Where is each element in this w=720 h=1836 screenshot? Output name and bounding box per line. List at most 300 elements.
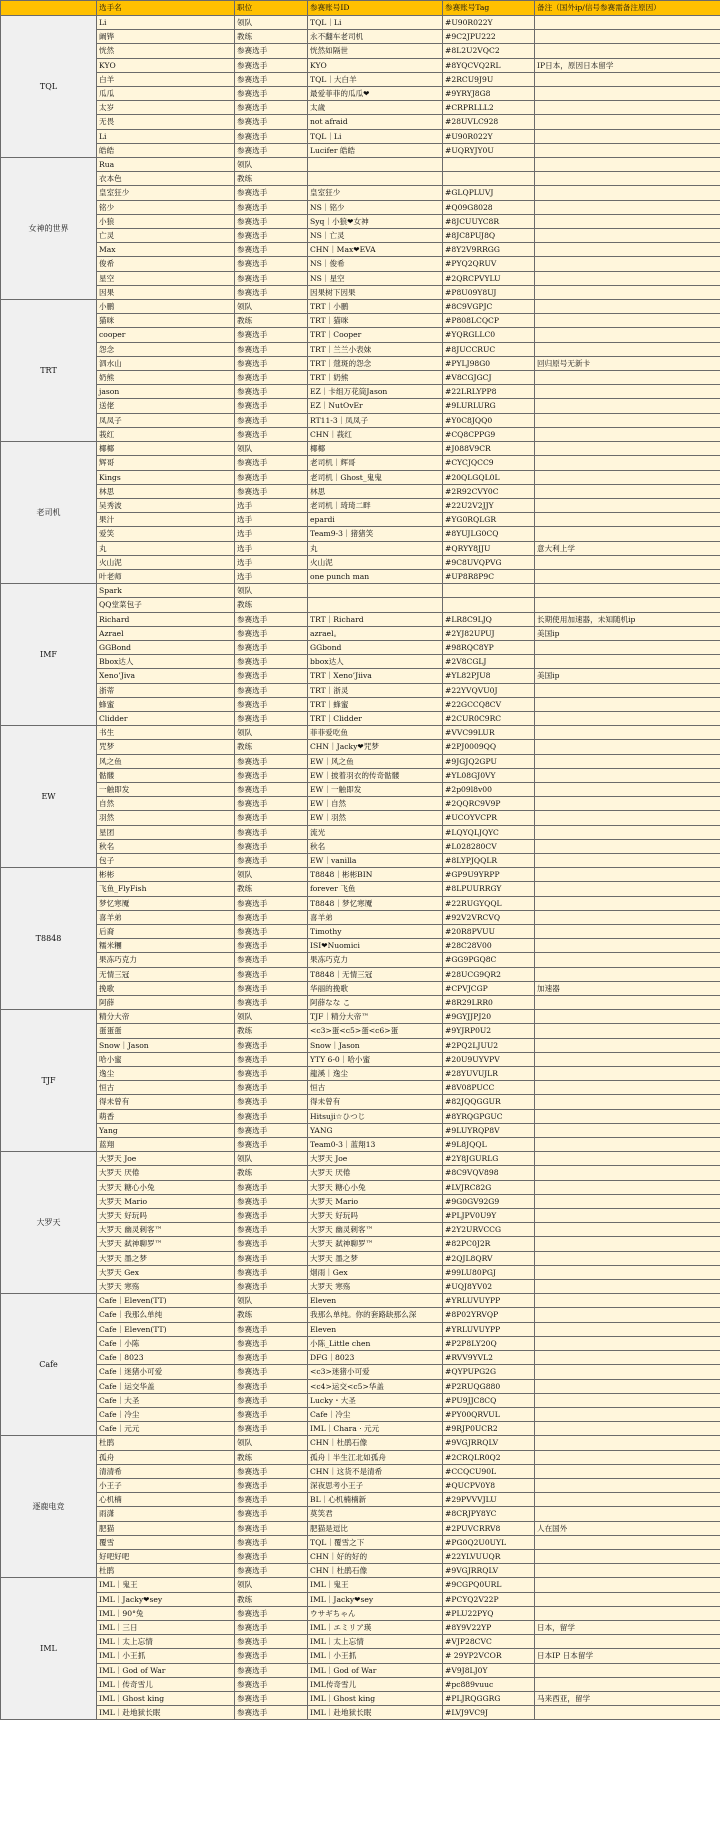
account-tag-cell: #CRPRLLL2	[443, 101, 535, 115]
account-tag-cell: #PCYQ2V22P	[443, 1592, 535, 1606]
account-id-cell: TRT｜奶熊	[308, 371, 443, 385]
account-id-cell: Syq｜小狼❤女神	[308, 214, 443, 228]
table-row	[1, 868, 720, 882]
note-cell	[535, 1166, 720, 1180]
role-cell: 参赛选手	[235, 925, 308, 939]
role-cell: 领队	[235, 726, 308, 740]
table-row	[1, 1549, 720, 1563]
player-name-cell: 铭少	[97, 200, 235, 214]
account-tag-cell: #20R8PVUU	[443, 925, 535, 939]
account-tag-cell: #YG0RQLGR	[443, 513, 535, 527]
table-row	[1, 655, 720, 669]
account-id-cell: NS｜俊希	[308, 257, 443, 271]
account-id-cell: IML｜鬼王	[308, 1578, 443, 1592]
role-cell: 参赛选手	[235, 1649, 308, 1663]
note-cell	[535, 243, 720, 257]
account-id-cell: Snow｜Jason	[308, 1038, 443, 1052]
account-id-cell: Timothy	[308, 925, 443, 939]
account-tag-cell: #82JQQGGUR	[443, 1095, 535, 1109]
role-cell: 参赛选手	[235, 953, 308, 967]
account-tag-cell: #QYPUPG2G	[443, 1365, 535, 1379]
account-tag-cell: #22GCCQ8CV	[443, 697, 535, 711]
table-row	[1, 456, 720, 470]
role-cell: 参赛选手	[235, 853, 308, 867]
role-cell: 参赛选手	[235, 1478, 308, 1492]
team-name-cell: 大罗天	[1, 1152, 97, 1294]
player-name-cell: 精分大帝	[97, 1010, 235, 1024]
account-tag-cell: #YRLUVUYPP	[443, 1322, 535, 1336]
player-name-cell: 吴秀波	[97, 498, 235, 512]
team-name-cell: IMF	[1, 584, 97, 726]
role-cell: 参赛选手	[235, 229, 308, 243]
account-id-cell: forever 飞鱼	[308, 882, 443, 896]
player-name-cell: 肥猫	[97, 1521, 235, 1535]
table-row	[1, 555, 720, 569]
player-name-cell: 因果	[97, 285, 235, 299]
account-tag-cell: #UQJ8YV02	[443, 1280, 535, 1294]
table-row	[1, 1010, 720, 1024]
account-tag-cell: #LVJRC82G	[443, 1180, 535, 1194]
role-cell: 参赛选手	[235, 328, 308, 342]
account-id-cell: YTY 6-0｜哈小蜜	[308, 1052, 443, 1066]
account-tag-cell: #8LPUURRGY	[443, 882, 535, 896]
account-id-cell: 阿薛なな こ	[308, 996, 443, 1010]
account-tag-cell: #U90R022Y	[443, 16, 535, 30]
table-row	[1, 740, 720, 754]
role-cell: 选手	[235, 569, 308, 583]
account-id-cell: TQL｜大白羊	[308, 72, 443, 86]
account-tag-cell: #LQYQLJQYC	[443, 825, 535, 839]
note-cell	[535, 470, 720, 484]
note-cell	[535, 371, 720, 385]
account-tag-cell: #8JUCCRUC	[443, 342, 535, 356]
role-cell: 参赛选手	[235, 87, 308, 101]
note-cell	[535, 1493, 720, 1507]
role-cell: 参赛选手	[235, 612, 308, 626]
player-name-cell: GGBond	[97, 640, 235, 654]
note-cell	[535, 1194, 720, 1208]
note-cell	[535, 1663, 720, 1677]
player-name-cell: 大罗天 糖心小兔	[97, 1180, 235, 1194]
table-row	[1, 1322, 720, 1336]
role-cell: 参赛选手	[235, 896, 308, 910]
account-id-cell: RT11-3｜凤凤子	[308, 413, 443, 427]
account-id-cell: Eleven	[308, 1322, 443, 1336]
player-name-cell: 皓皓	[97, 143, 235, 157]
role-cell: 参赛选手	[235, 797, 308, 811]
account-tag-cell: #2Y2URVCCG	[443, 1223, 535, 1237]
player-name-cell: IML｜90°兔	[97, 1606, 235, 1620]
table-row	[1, 1052, 720, 1066]
table-row	[1, 1308, 720, 1322]
note-cell	[535, 555, 720, 569]
role-cell: 参赛选手	[235, 626, 308, 640]
account-tag-cell: #22YVQVU0J	[443, 683, 535, 697]
role-cell: 参赛选手	[235, 186, 308, 200]
player-name-cell: 丸	[97, 541, 235, 555]
account-id-cell: ISI❤Nuomici	[308, 939, 443, 953]
table-row	[1, 896, 720, 910]
note-cell: 日本，留学	[535, 1620, 720, 1634]
role-cell: 参赛选手	[235, 1606, 308, 1620]
account-id-cell: TQL｜Li	[308, 16, 443, 30]
role-cell: 领队	[235, 868, 308, 882]
table-row	[1, 697, 720, 711]
account-tag-cell: #PLJRQGGRG	[443, 1691, 535, 1705]
note-cell	[535, 527, 720, 541]
account-tag-cell: #8R29LRR0	[443, 996, 535, 1010]
note-cell	[535, 186, 720, 200]
player-name-cell: Azrael	[97, 626, 235, 640]
role-cell: 参赛选手	[235, 1706, 308, 1720]
account-id-cell: KYO	[308, 58, 443, 72]
account-tag-cell: #2QJL8QRV	[443, 1251, 535, 1265]
note-cell	[535, 598, 720, 612]
account-id-cell: TRT｜蜂蜜	[308, 697, 443, 711]
role-cell: 参赛选手	[235, 1521, 308, 1535]
role-cell: 参赛选手	[235, 683, 308, 697]
account-tag-cell: #RVV9YVL2	[443, 1351, 535, 1365]
table-row	[1, 172, 720, 186]
player-name-cell: 大罗天 寒殇	[97, 1280, 235, 1294]
player-name-cell: 衣本色	[97, 172, 235, 186]
table-row	[1, 1365, 720, 1379]
player-name-cell: Cafe｜Eleven(TT)	[97, 1322, 235, 1336]
table-row	[1, 612, 720, 626]
role-cell: 参赛选手	[235, 1677, 308, 1691]
note-cell	[535, 925, 720, 939]
role-cell: 参赛选手	[235, 782, 308, 796]
player-name-cell: 大罗天 厌倦	[97, 1166, 235, 1180]
player-name-cell: Cafe｜我那么单纯	[97, 1308, 235, 1322]
role-cell: 领队	[235, 1578, 308, 1592]
role-cell: 参赛选手	[235, 655, 308, 669]
table-row	[1, 1478, 720, 1492]
role-cell: 参赛选手	[235, 342, 308, 356]
account-id-cell: Lucky・大圣	[308, 1393, 443, 1407]
role-cell: 参赛选手	[235, 1493, 308, 1507]
header-account-tag: 参赛账号Tag	[443, 1, 535, 16]
note-cell	[535, 1549, 720, 1563]
table-row	[1, 328, 720, 342]
player-name-cell: 逸尘	[97, 1067, 235, 1081]
role-cell: 参赛选手	[235, 1180, 308, 1194]
table-row	[1, 44, 720, 58]
account-tag-cell: #YRLUVUYPP	[443, 1294, 535, 1308]
player-name-cell: 雨潇	[97, 1507, 235, 1521]
player-name-cell: 爱笑	[97, 527, 235, 541]
account-tag-cell: #9RJP0UCR2	[443, 1422, 535, 1436]
table-row	[1, 1507, 720, 1521]
table-row	[1, 797, 720, 811]
account-id-cell: NS｜亡灵	[308, 229, 443, 243]
table-row	[1, 1635, 720, 1649]
account-tag-cell: #PYQ2QRUV	[443, 257, 535, 271]
account-id-cell: 菲菲爱吃鱼	[308, 726, 443, 740]
account-id-cell: 老司机｜辉哥	[308, 456, 443, 470]
player-name-cell: 大罗天 好玩吗	[97, 1209, 235, 1223]
note-cell	[535, 754, 720, 768]
player-name-cell: 小狼	[97, 214, 235, 228]
table-row	[1, 541, 720, 555]
account-id-cell: 大罗天 厌倦	[308, 1166, 443, 1180]
note-cell	[535, 569, 720, 583]
account-tag-cell: #92V2VRCVQ	[443, 910, 535, 924]
account-id-cell: 火山泥	[308, 555, 443, 569]
account-tag-cell: #22YLVUUQR	[443, 1549, 535, 1563]
account-tag-cell: #2Y8JGURLG	[443, 1152, 535, 1166]
player-name-cell: Spark	[97, 584, 235, 598]
account-tag-cell: #8JCUUYC8R	[443, 214, 535, 228]
account-id-cell: BL｜心机楠楠新	[308, 1493, 443, 1507]
account-id-cell: Cafe｜冷尘	[308, 1407, 443, 1421]
account-tag-cell: #U90R022Y	[443, 129, 535, 143]
player-name-cell: 大罗天 墨之梦	[97, 1251, 235, 1265]
note-cell	[535, 740, 720, 754]
role-cell: 选手	[235, 513, 308, 527]
table-row	[1, 413, 720, 427]
account-tag-cell: #2R92CVY0C	[443, 484, 535, 498]
player-name-cell: 挽歌	[97, 981, 235, 995]
note-cell	[535, 811, 720, 825]
table-row	[1, 811, 720, 825]
account-id-cell	[308, 172, 443, 186]
account-tag-cell: #20U9UYVPV	[443, 1052, 535, 1066]
account-tag-cell: #2PJ0009QQ	[443, 740, 535, 754]
account-id-cell: 秋名	[308, 839, 443, 853]
role-cell: 参赛选手	[235, 1067, 308, 1081]
role-cell: 领队	[235, 584, 308, 598]
player-name-cell: 大罗天 Joe	[97, 1152, 235, 1166]
account-tag-cell: #Y0C8JQQ0	[443, 413, 535, 427]
team-name-cell: TQL	[1, 16, 97, 158]
table-row	[1, 1436, 720, 1450]
account-id-cell: 恒古	[308, 1081, 443, 1095]
role-cell: 参赛选手	[235, 1635, 308, 1649]
note-cell	[535, 797, 720, 811]
note-cell	[535, 1067, 720, 1081]
account-tag-cell: #8P02YRVQP	[443, 1308, 535, 1322]
table-row	[1, 1138, 720, 1152]
account-tag-cell: #VJP28CVC	[443, 1635, 535, 1649]
player-name-cell: Max	[97, 243, 235, 257]
player-name-cell: IML｜三日	[97, 1620, 235, 1634]
player-name-cell: IML｜Jacky❤sey	[97, 1592, 235, 1606]
table-row	[1, 640, 720, 654]
role-cell: 领队	[235, 158, 308, 172]
player-name-cell: 好吧好吧	[97, 1549, 235, 1563]
header-row	[1, 1, 720, 16]
account-id-cell: EW｜自然	[308, 797, 443, 811]
player-name-cell: Xeno’Jiva	[97, 669, 235, 683]
note-cell	[535, 1138, 720, 1152]
table-row	[1, 768, 720, 782]
account-id-cell: 最爱菲菲的瓜瓜❤	[308, 87, 443, 101]
account-id-cell: 大罗天 寒殇	[308, 1280, 443, 1294]
header-role: 职位	[235, 1, 308, 16]
note-cell	[535, 584, 720, 598]
role-cell: 参赛选手	[235, 1223, 308, 1237]
table-row	[1, 129, 720, 143]
role-cell: 参赛选手	[235, 1393, 308, 1407]
note-cell	[535, 1265, 720, 1279]
account-id-cell: 林思	[308, 484, 443, 498]
account-id-cell: NS｜铭少	[308, 200, 443, 214]
account-tag-cell: #P2P8LY20Q	[443, 1336, 535, 1350]
account-tag-cell: #9VGJRRQLV	[443, 1564, 535, 1578]
account-id-cell: IML｜Jacky❤sey	[308, 1592, 443, 1606]
note-cell	[535, 129, 720, 143]
account-tag-cell: #PU9JJC8CQ	[443, 1393, 535, 1407]
table-row	[1, 442, 720, 456]
player-name-cell: Cafe｜小陈	[97, 1336, 235, 1350]
table-row	[1, 1123, 720, 1137]
table-row	[1, 910, 720, 924]
note-cell	[535, 143, 720, 157]
table-row	[1, 1265, 720, 1279]
account-tag-cell: #2RCU9J9U	[443, 72, 535, 86]
player-name-cell: 无情三冠	[97, 967, 235, 981]
account-tag-cell: #28UVLC928	[443, 115, 535, 129]
table-row	[1, 1578, 720, 1592]
table-row	[1, 1152, 720, 1166]
account-tag-cell: #P808LCQCP	[443, 314, 535, 328]
player-name-cell: Li	[97, 129, 235, 143]
note-cell: 回归原号无新卡	[535, 356, 720, 370]
player-name-cell: 白羊	[97, 72, 235, 86]
account-id-cell: DFG｜8023	[308, 1351, 443, 1365]
role-cell: 参赛选手	[235, 1549, 308, 1563]
note-cell	[535, 1280, 720, 1294]
table-row	[1, 939, 720, 953]
account-id-cell: 华丽的挽歌	[308, 981, 443, 995]
table-row	[1, 981, 720, 995]
account-tag-cell: #CCQCU90L	[443, 1464, 535, 1478]
player-name-cell: Cafe｜Eleven(TT)	[97, 1294, 235, 1308]
table-row	[1, 1564, 720, 1578]
role-cell: 参赛选手	[235, 427, 308, 441]
table-row	[1, 1067, 720, 1081]
player-name-cell: Cafe｜元元	[97, 1422, 235, 1436]
account-id-cell: bbox达人	[308, 655, 443, 669]
note-cell	[535, 1052, 720, 1066]
account-id-cell: epardi	[308, 513, 443, 527]
account-tag-cell: # 29YP2VCOR	[443, 1649, 535, 1663]
table-row	[1, 1251, 720, 1265]
account-tag-cell: #9L8JQQL	[443, 1138, 535, 1152]
account-tag-cell: #8JC8PUJ8Q	[443, 229, 535, 243]
account-tag-cell: #8V08PUCC	[443, 1081, 535, 1095]
role-cell: 参赛选手	[235, 484, 308, 498]
account-id-cell: CHN｜这货不是清希	[308, 1464, 443, 1478]
table-row	[1, 356, 720, 370]
roster-body	[1, 16, 720, 1720]
role-cell: 教练	[235, 1592, 308, 1606]
table-row	[1, 1521, 720, 1535]
player-name-cell: 书生	[97, 726, 235, 740]
account-id-cell: 大罗天 墨之梦	[308, 1251, 443, 1265]
player-name-cell: 猫咪	[97, 314, 235, 328]
account-id-cell: 恍然如隔世	[308, 44, 443, 58]
role-cell: 参赛选手	[235, 456, 308, 470]
account-id-cell: TRT｜Richard	[308, 612, 443, 626]
team-name-cell: T8848	[1, 868, 97, 1010]
account-id-cell: 皇室狂少	[308, 186, 443, 200]
role-cell: 领队	[235, 1436, 308, 1450]
table-row	[1, 1095, 720, 1109]
note-cell	[535, 484, 720, 498]
account-id-cell	[308, 584, 443, 598]
table-row	[1, 967, 720, 981]
note-cell	[535, 1478, 720, 1492]
role-cell: 参赛选手	[235, 811, 308, 825]
role-cell: 参赛选手	[235, 1280, 308, 1294]
player-name-cell: 彬彬	[97, 868, 235, 882]
table-row	[1, 186, 720, 200]
account-id-cell: TQL｜覆雪之下	[308, 1535, 443, 1549]
account-tag-cell: #8YRQGPGUC	[443, 1109, 535, 1123]
player-name-cell: 杜鹃	[97, 1436, 235, 1450]
note-cell	[535, 1407, 720, 1421]
role-cell: 参赛选手	[235, 1507, 308, 1521]
note-cell: 日本IP 日本留学	[535, 1649, 720, 1663]
player-name-cell: 清清希	[97, 1464, 235, 1478]
account-tag-cell	[443, 584, 535, 598]
table-row	[1, 825, 720, 839]
note-cell	[535, 1535, 720, 1549]
note-cell	[535, 214, 720, 228]
note-cell	[535, 1251, 720, 1265]
account-tag-cell: #29PVVVJLU	[443, 1493, 535, 1507]
table-row	[1, 839, 720, 853]
role-cell: 领队	[235, 1294, 308, 1308]
note-cell: 加速器	[535, 981, 720, 995]
note-cell	[535, 1237, 720, 1251]
table-row	[1, 1535, 720, 1549]
account-tag-cell: #GLQPLUVJ	[443, 186, 535, 200]
account-tag-cell: #QRYY8JJU	[443, 541, 535, 555]
account-tag-cell: #2V8CGLJ	[443, 655, 535, 669]
account-id-cell: EW｜披着羽衣的传奇骷髅	[308, 768, 443, 782]
player-name-cell: 梦忆寒魇	[97, 896, 235, 910]
player-name-cell: 阚铧	[97, 30, 235, 44]
account-tag-cell: #YL82PJU8	[443, 669, 535, 683]
account-id-cell: 流光	[308, 825, 443, 839]
table-row	[1, 16, 720, 30]
account-id-cell: Eleven	[308, 1294, 443, 1308]
role-cell: 参赛选手	[235, 200, 308, 214]
player-name-cell: 包子	[97, 853, 235, 867]
account-tag-cell: #PYLJ98G0	[443, 356, 535, 370]
role-cell: 领队	[235, 1010, 308, 1024]
player-name-cell: 恍然	[97, 44, 235, 58]
note-cell	[535, 1564, 720, 1578]
role-cell: 教练	[235, 1450, 308, 1464]
account-id-cell: CHN｜Jacky❤咒梦	[308, 740, 443, 754]
table-row	[1, 1493, 720, 1507]
table-row	[1, 527, 720, 541]
table-row	[1, 243, 720, 257]
player-name-cell: 风之鱼	[97, 754, 235, 768]
player-name-cell: Cafe｜冷尘	[97, 1407, 235, 1421]
table-row	[1, 1024, 720, 1038]
account-id-cell: 大罗天 Mario	[308, 1194, 443, 1208]
account-tag-cell: #22RUGYQQL	[443, 896, 535, 910]
account-tag-cell: #98RQC8YP	[443, 640, 535, 654]
table-row	[1, 598, 720, 612]
account-id-cell: 小陈_Little chen	[308, 1336, 443, 1350]
role-cell: 参赛选手	[235, 1336, 308, 1350]
